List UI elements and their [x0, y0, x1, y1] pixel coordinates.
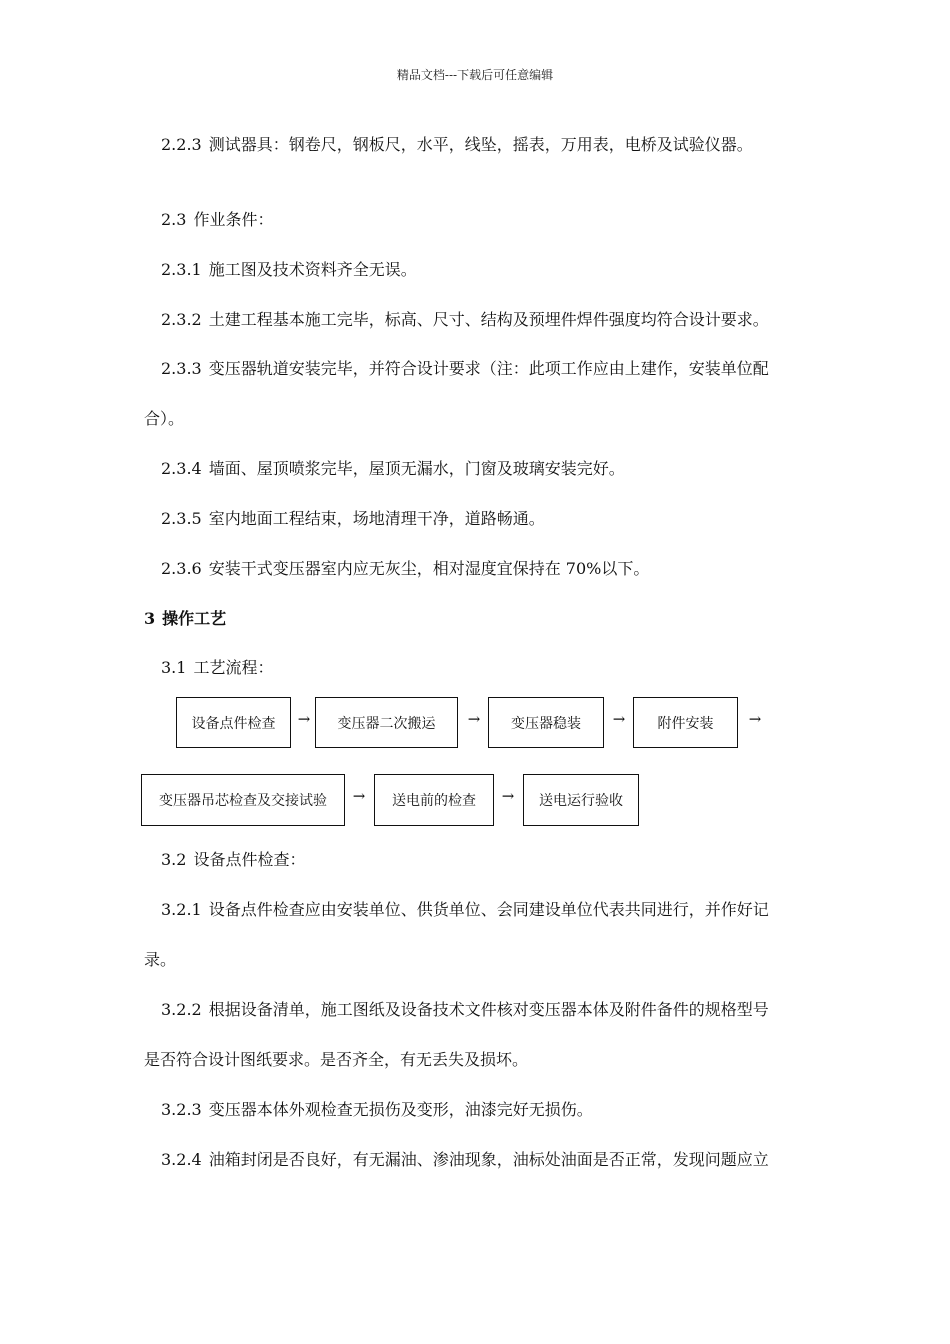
flow-step-pre-energize-check: 送电前的检查: [374, 774, 494, 826]
flow-arrow-icon: →: [297, 710, 311, 728]
paragraph-3-2: [161, 850, 305, 870]
section-heading: [144, 609, 226, 629]
paragraph-number: 3.2.4: [161, 1150, 202, 1169]
flow-arrow-icon: →: [612, 710, 626, 728]
paragraph-number: 3.1: [161, 658, 187, 677]
section-number: 3: [144, 609, 156, 628]
paragraph-text: 设备点件检查应由安装单位、供货单位、会同建设单位代表共同进行，并作好记: [208, 900, 769, 919]
paragraph-3-1: [161, 658, 273, 678]
paragraph-text: 录。: [144, 950, 177, 969]
paragraph-3-2-1: [161, 900, 769, 920]
paragraph-text: 室内地面工程结束，场地清理干净，道路畅通。: [208, 509, 545, 528]
paragraph-3-2-2: [161, 1000, 769, 1020]
flow-arrow-icon: →: [748, 710, 762, 728]
paragraph-number: 2.3.1: [161, 260, 202, 279]
paragraph-number: 2.3.5: [161, 509, 202, 528]
paragraph-text: 安装干式变压器室内应无灰尘，相对湿度宜保持在 70%以下。: [208, 559, 650, 578]
section-title: 操作工艺: [162, 609, 227, 628]
paragraph-number: 3.2: [161, 850, 187, 869]
flow-arrow-icon: →: [352, 787, 366, 805]
flow-step-equipment-check: 设备点件检查: [176, 697, 291, 748]
paragraph-number: 3.2.1: [161, 900, 202, 919]
paragraph-2-3-1: [161, 260, 417, 280]
paragraph-text: 墙面、屋顶喷浆完毕，屋顶无漏水，门窗及玻璃安装完好。: [208, 459, 625, 478]
paragraph-number: 3.2.3: [161, 1100, 202, 1119]
flow-step-core-inspection: 变压器吊芯检查及交接试验: [141, 774, 345, 826]
paragraph-number: 2.3: [161, 210, 187, 229]
paragraph-number: 2.3.6: [161, 559, 202, 578]
paragraph-text: 是否符合设计图纸要求。是否齐全，有无丢失及损坏。: [144, 1050, 529, 1069]
paragraph-text: 设备点件检查：: [193, 850, 306, 869]
paragraph-number: 2.3.4: [161, 459, 202, 478]
paragraph-text: 根据设备清单，施工图纸及设备技术文件核对变压器本体及附件备件的规格型号: [208, 1000, 769, 1019]
paragraph-2-3-3-continued: [144, 409, 184, 429]
paragraph-text: 工艺流程：: [193, 658, 274, 677]
paragraph-text: 变压器本体外观检查无损伤及变形，油漆完好无损伤。: [208, 1100, 593, 1119]
paragraph-number: 2.2.3: [161, 135, 202, 154]
paragraph-text: 作业条件：: [193, 210, 274, 229]
flow-step-accessory-install: 附件安装: [633, 697, 738, 748]
paragraph-text: 变压器轨道安装完毕，并符合设计要求（注：此项工作应由上建作，安装单位配: [208, 359, 769, 378]
paragraph-2-2-3: [161, 135, 753, 155]
paragraph-3-2-1-continued: [144, 950, 176, 970]
paragraph-text: 合）。: [144, 409, 185, 428]
paragraph-2-3-2: [161, 310, 769, 330]
paragraph-2-3-6: [161, 559, 649, 579]
paragraph-3-2-3: [161, 1100, 593, 1120]
flow-arrow-icon: →: [467, 710, 481, 728]
page-header: 精品文档---下载后可任意编辑: [396, 68, 554, 82]
paragraph-2-3-3: [161, 359, 769, 379]
paragraph-2-3: [161, 210, 273, 230]
paragraph-text: 土建工程基本施工完毕，标高、尺寸、结构及预埋件焊件强度均符合设计要求。: [208, 310, 769, 329]
flow-arrow-icon: →: [501, 787, 515, 805]
paragraph-3-2-2-continued: [144, 1050, 528, 1070]
paragraph-3-2-4: [161, 1150, 769, 1170]
flow-step-energize-acceptance: 送电运行验收: [523, 774, 639, 826]
flow-step-secondary-transport: 变压器二次搬运: [315, 697, 458, 748]
paragraph-number: 2.3.3: [161, 359, 202, 378]
paragraph-text: 施工图及技术资料齐全无误。: [208, 260, 417, 279]
paragraph-2-3-5: [161, 509, 545, 529]
paragraph-number: 3.2.2: [161, 1000, 202, 1019]
paragraph-text: 测试器具：钢卷尺，钢板尺，水平，线坠，摇表，万用表，电桥及试验仪器。: [208, 135, 753, 154]
paragraph-2-3-4: [161, 459, 625, 479]
paragraph-number: 2.3.2: [161, 310, 202, 329]
flow-step-stabilize-install: 变压器稳装: [488, 697, 604, 748]
paragraph-text: 油箱封闭是否良好，有无漏油、渗油现象，油标处油面是否正常，发现问题应立: [208, 1150, 769, 1169]
